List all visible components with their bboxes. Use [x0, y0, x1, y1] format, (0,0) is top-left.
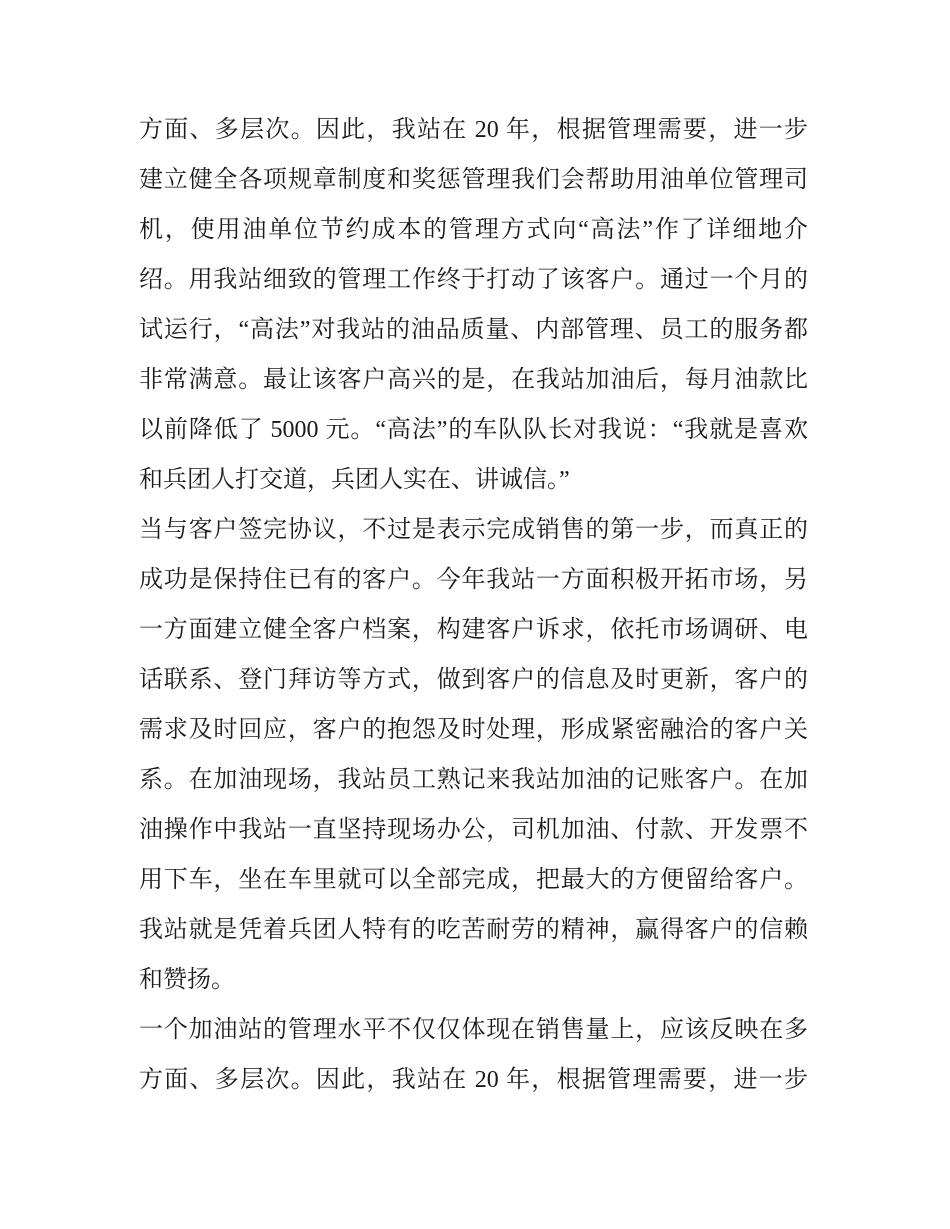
text-line: 系。在加油现场，我站员工熟记来我站加油的记账客户。在加	[139, 767, 808, 793]
text-line: 试运行，“高法”对我站的油品质量、内部管理、员工的服务都	[139, 317, 808, 343]
text-line: 油操作中我站一直坚持现场办公，司机加油、付款、开发票不	[139, 817, 808, 843]
text-line: 方面、多层次。因此，我站在 20 年，根据管理需要，进一步	[139, 1067, 808, 1093]
text-line: 机，使用油单位节约成本的管理方式向“高法”作了详细地介	[139, 217, 808, 243]
text-line: 需求及时回应，客户的抱怨及时处理，形成紧密融洽的客户关	[139, 717, 808, 743]
text-line: 话联系、登门拜访等方式，做到客户的信息及时更新，客户的	[139, 667, 808, 693]
text-line: 当与客户签完协议，不过是表示完成销售的第一步，而真正的	[139, 517, 808, 543]
text-line: 建立健全各项规章制度和奖惩管理我们会帮助用油单位管理司	[139, 167, 808, 193]
text-line: 和兵团人打交道，兵团人实在、讲诚信。”	[139, 467, 570, 493]
text-line: 成功是保持住已有的客户。今年我站一方面积极开拓市场，另	[139, 567, 808, 593]
text-line: 非常满意。最让该客户高兴的是，在我站加油后，每月油款比	[139, 367, 808, 393]
text-line: 用下车，坐在车里就可以全部完成，把最大的方便留给客户。	[139, 867, 808, 893]
text-body	[139, 105, 808, 1105]
text-line: 一个加油站的管理水平不仅仅体现在销售量上，应该反映在多	[139, 1017, 808, 1043]
text-line: 方面、多层次。因此，我站在 20 年，根据管理需要，进一步	[139, 117, 808, 143]
text-line: 和赞扬。	[139, 967, 235, 993]
text-line: 一方面建立健全客户档案，构建客户诉求，依托市场调研、电	[139, 617, 808, 643]
text-line: 以前降低了 5000 元。“高法”的车队队长对我说：“我就是喜欢	[139, 417, 808, 443]
text-line: 绍。用我站细致的管理工作终于打动了该客户。通过一个月的	[139, 267, 808, 293]
text-line: 我站就是凭着兵团人特有的吃苦耐劳的精神，赢得客户的信赖	[139, 917, 808, 943]
